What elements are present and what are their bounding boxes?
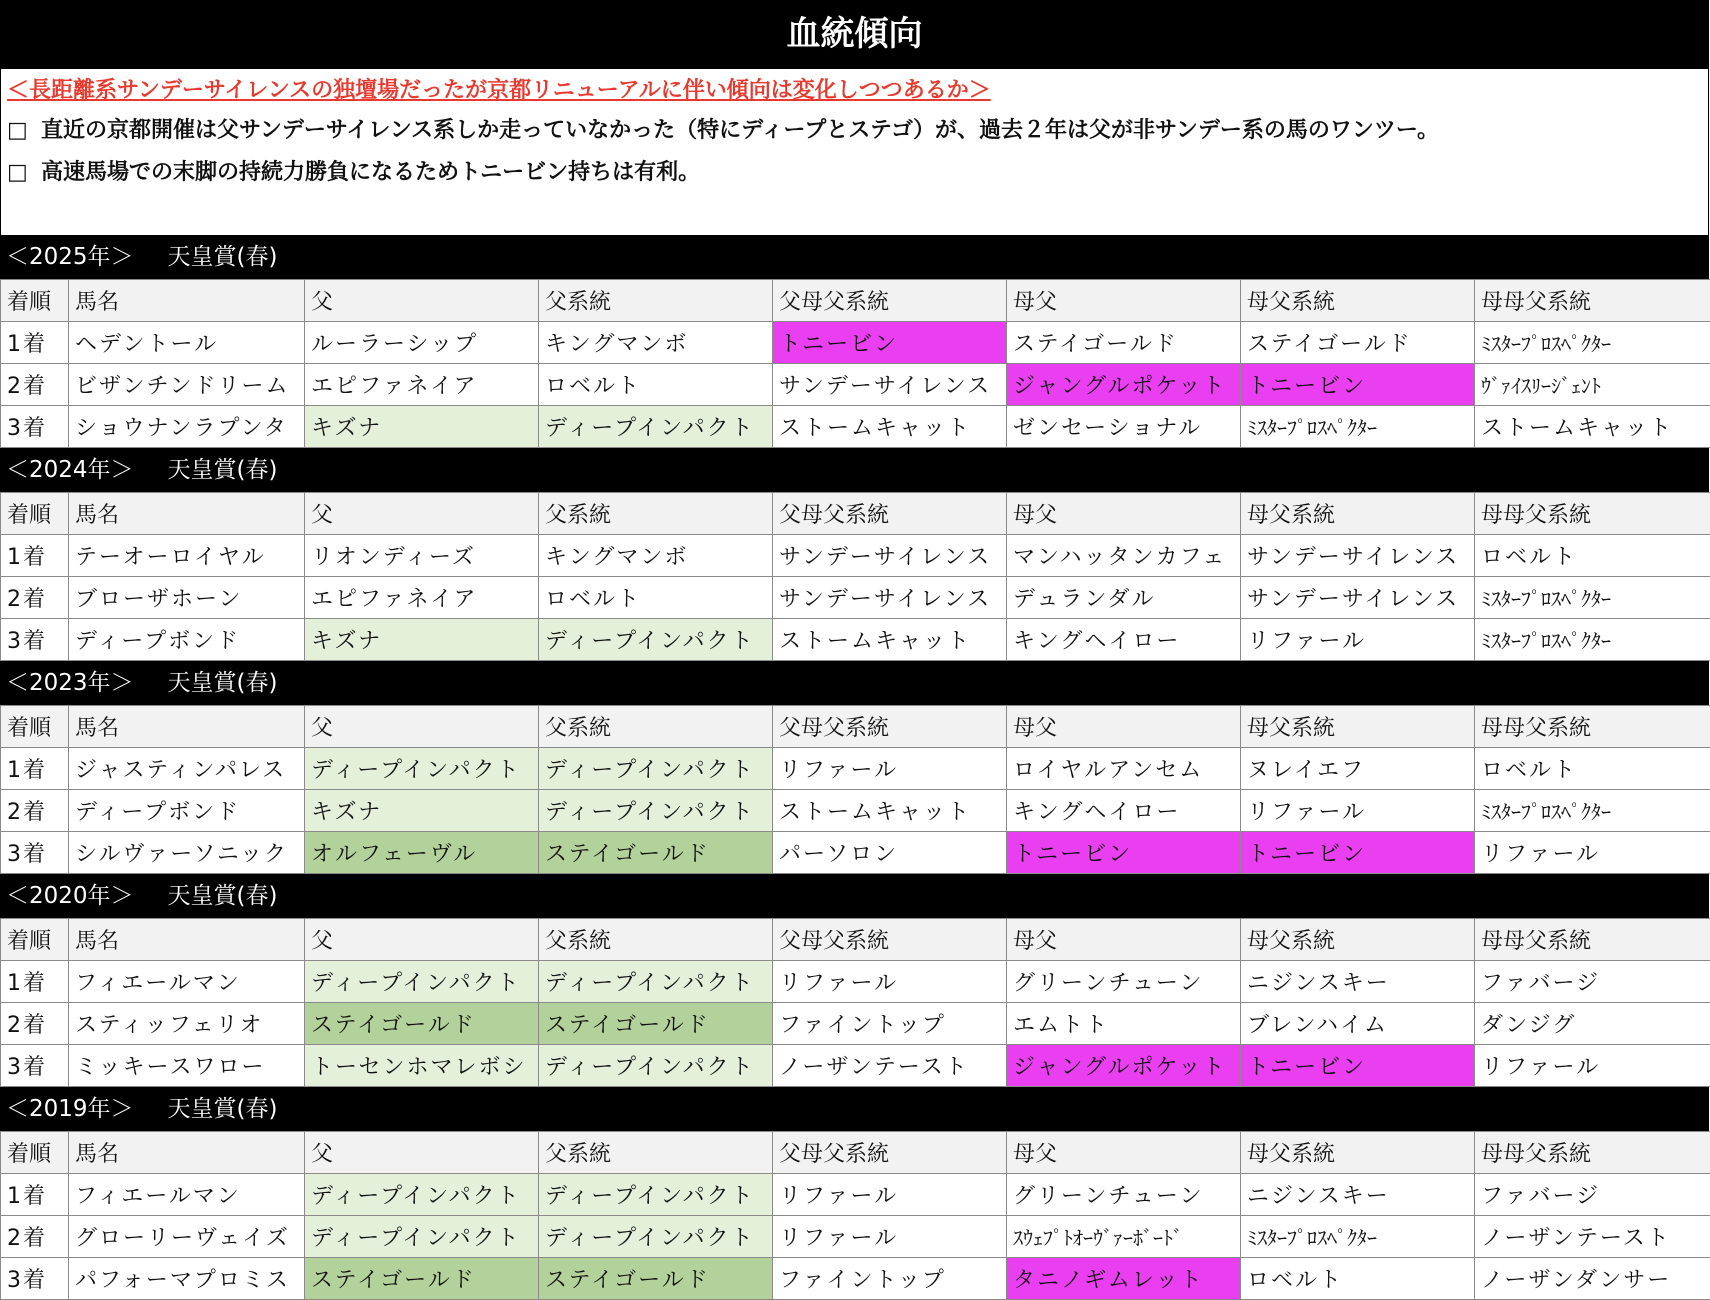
column-header: 馬名 (69, 493, 305, 535)
table-cell: ストームキャット (773, 619, 1007, 661)
table-cell: 2着 (1, 364, 69, 406)
column-header: 父母父系統 (773, 493, 1007, 535)
column-header: 母父 (1007, 493, 1241, 535)
section-header (0, 661, 1709, 705)
table-cell: ディープボンド (69, 790, 305, 832)
column-header: 父系統 (539, 919, 773, 961)
table-cell: エピファネイア (305, 577, 539, 619)
column-header: 馬名 (69, 280, 305, 322)
column-header: 母母父系統 (1475, 1132, 1710, 1174)
table-cell: ステイゴールド (305, 1258, 539, 1300)
table-cell: 3着 (1, 832, 69, 874)
table-cell: グローリーヴェイズ (69, 1216, 305, 1258)
column-header: 着順 (1, 1132, 69, 1174)
table-cell: フィエールマン (69, 961, 305, 1003)
table-cell: パフォーマプロミス (69, 1258, 305, 1300)
section-race: 天皇賞(春) (168, 244, 278, 270)
table-cell: 3着 (1, 406, 69, 448)
column-header: 母母父系統 (1475, 280, 1710, 322)
table-cell: ステイゴールド (539, 1258, 773, 1300)
table-cell: リファール (773, 748, 1007, 790)
note-line (7, 113, 1439, 144)
race-table (0, 705, 1710, 874)
table-cell: トニービン (1241, 1045, 1475, 1087)
table-cell: シルヴァーソニック (69, 832, 305, 874)
table-cell: キングヘイロー (1007, 790, 1241, 832)
table-cell: キングマンボ (539, 535, 773, 577)
column-header: 父系統 (539, 280, 773, 322)
table-cell: ステイゴールド (1007, 322, 1241, 364)
section-year: ＜2025年＞ (6, 244, 134, 270)
table-cell: キングマンボ (539, 322, 773, 364)
table-cell: ﾐｽﾀｰﾌﾟﾛｽﾍﾟｸﾀｰ (1475, 322, 1710, 364)
section-header (0, 874, 1709, 918)
table-cell: ゼンセーショナル (1007, 406, 1241, 448)
table-cell: ステイゴールド (1241, 322, 1475, 364)
table-cell: ロベルト (539, 577, 773, 619)
table-cell: ﾐｽﾀｰﾌﾟﾛｽﾍﾟｸﾀｰ (1241, 406, 1475, 448)
table-cell: ロベルト (1241, 1258, 1475, 1300)
table-cell: ステイゴールド (539, 832, 773, 874)
race-table (0, 492, 1710, 661)
table-row (1, 1003, 1710, 1045)
table-cell: 1着 (1, 535, 69, 577)
table-cell: 3着 (1, 1045, 69, 1087)
table-cell: ノーザンダンサー (1475, 1258, 1710, 1300)
column-header: 母父 (1007, 706, 1241, 748)
column-header: 母母父系統 (1475, 919, 1710, 961)
table-cell: ディープインパクト (539, 748, 773, 790)
table-cell: ｳﾞｧｲｽﾘｰｼﾞｪﾝﾄ (1475, 364, 1710, 406)
note-text: 直近の京都開催は父サンデーサイレンス系しか走っていなかった（特にディープとステゴ）が、過去２年は父が非サンデー系の馬のワンツー。 (41, 118, 1439, 143)
table-cell: ジャングルポケット (1007, 1045, 1241, 1087)
column-header: 母母父系統 (1475, 706, 1710, 748)
table-cell: ディープインパクト (305, 748, 539, 790)
column-header: 着順 (1, 706, 69, 748)
column-header: 父母父系統 (773, 1132, 1007, 1174)
table-cell: ステイゴールド (539, 1003, 773, 1045)
section-race: 天皇賞(春) (168, 883, 278, 909)
table-cell: ニジンスキー (1241, 1174, 1475, 1216)
table-cell: グリーンチューン (1007, 961, 1241, 1003)
table-cell: ディープインパクト (539, 1045, 773, 1087)
column-header: 母父 (1007, 919, 1241, 961)
checkbox-glyph: □ (7, 118, 41, 143)
column-header: 父 (305, 280, 539, 322)
table-cell: サンデーサイレンス (773, 577, 1007, 619)
column-header: 父系統 (539, 493, 773, 535)
table-cell: ノーザンテースト (1475, 1216, 1710, 1258)
table-header-row (1, 1132, 1710, 1174)
table-cell: ﾐｽﾀｰﾌﾟﾛｽﾍﾟｸﾀｰ (1241, 1216, 1475, 1258)
table-cell: トニービン (1241, 364, 1475, 406)
table-cell: ディープインパクト (539, 1216, 773, 1258)
table-cell: 1着 (1, 1174, 69, 1216)
table-cell: トニービン (1007, 832, 1241, 874)
notes-area (0, 69, 1709, 235)
table-cell: キズナ (305, 406, 539, 448)
race-table (0, 1131, 1710, 1300)
column-header: 母父系統 (1241, 1132, 1475, 1174)
subtitle: ＜長距離系サンデーサイレンスの独壇場だったが京都リニューアルに伴い傾向は変化しつつあるか＞ (7, 73, 991, 104)
note-text: 高速馬場での末脚の持続力勝負になるためトニービン持ちは有利。 (41, 160, 700, 185)
race-table (0, 918, 1710, 1087)
table-header-row (1, 493, 1710, 535)
table-cell: ブローザホーン (69, 577, 305, 619)
column-header: 父 (305, 919, 539, 961)
race-sections (0, 235, 1709, 1300)
table-cell: ファイントップ (773, 1258, 1007, 1300)
table-cell: ミッキースワロー (69, 1045, 305, 1087)
table-cell: キズナ (305, 619, 539, 661)
table-cell: ディープインパクト (539, 619, 773, 661)
table-cell: リファール (1475, 1045, 1710, 1087)
section-header (0, 1087, 1709, 1131)
table-cell: ﾐｽﾀｰﾌﾟﾛｽﾍﾟｸﾀｰ (1475, 790, 1710, 832)
table-cell: ダンジグ (1475, 1003, 1710, 1045)
table-header-row (1, 706, 1710, 748)
table-cell: ロベルト (1475, 535, 1710, 577)
table-cell: 1着 (1, 748, 69, 790)
table-cell: フィエールマン (69, 1174, 305, 1216)
section-header (0, 448, 1709, 492)
column-header: 母母父系統 (1475, 493, 1710, 535)
section-year: ＜2019年＞ (6, 1096, 134, 1122)
column-header: 父 (305, 706, 539, 748)
column-header: 父系統 (539, 706, 773, 748)
section-year: ＜2020年＞ (6, 883, 134, 909)
table-cell: ブレンハイム (1241, 1003, 1475, 1045)
table-cell: リファール (1475, 832, 1710, 874)
table-row (1, 1258, 1710, 1300)
table-row (1, 1045, 1710, 1087)
table-cell: オルフェーヴル (305, 832, 539, 874)
table-cell: パーソロン (773, 832, 1007, 874)
section-year: ＜2023年＞ (6, 670, 134, 696)
table-cell: リファール (773, 961, 1007, 1003)
table-row (1, 535, 1710, 577)
table-row (1, 832, 1710, 874)
table-cell: スティッフェリオ (69, 1003, 305, 1045)
table-cell: ディープインパクト (539, 1174, 773, 1216)
table-cell: 1着 (1, 961, 69, 1003)
table-cell: ロベルト (1475, 748, 1710, 790)
table-cell: ファバージ (1475, 1174, 1710, 1216)
table-cell: ヘデントール (69, 322, 305, 364)
table-cell: 2着 (1, 790, 69, 832)
section-race: 天皇賞(春) (168, 670, 278, 696)
table-cell: ディープインパクト (305, 1216, 539, 1258)
table-cell: ニジンスキー (1241, 961, 1475, 1003)
table-header-row (1, 919, 1710, 961)
table-cell: リファール (773, 1174, 1007, 1216)
table-cell: ｽｳｪﾌﾟﾄｵｰｳﾞｧｰﾎﾞｰﾄﾞ (1007, 1216, 1241, 1258)
table-cell: ストームキャット (773, 406, 1007, 448)
table-cell: 3着 (1, 619, 69, 661)
section-year: ＜2024年＞ (6, 457, 134, 483)
section-race: 天皇賞(春) (168, 1096, 278, 1122)
table-cell: リファール (1241, 619, 1475, 661)
table-cell: エピファネイア (305, 364, 539, 406)
table-header-row (1, 280, 1710, 322)
table-cell: 2着 (1, 577, 69, 619)
table-cell: リファール (1241, 790, 1475, 832)
table-cell: マンハッタンカフェ (1007, 535, 1241, 577)
note-line (7, 155, 700, 186)
table-cell: 3着 (1, 1258, 69, 1300)
table-cell: サンデーサイレンス (1241, 535, 1475, 577)
table-row (1, 748, 1710, 790)
race-table (0, 279, 1710, 448)
table-row (1, 790, 1710, 832)
column-header: 母父系統 (1241, 493, 1475, 535)
sheet-title: 血統傾向 (0, 0, 1709, 69)
column-header: 母父 (1007, 1132, 1241, 1174)
column-header: 母父系統 (1241, 919, 1475, 961)
table-cell: エムトト (1007, 1003, 1241, 1045)
table-cell: テーオーロイヤル (69, 535, 305, 577)
table-cell: ショウナンラプンタ (69, 406, 305, 448)
column-header: 馬名 (69, 919, 305, 961)
table-row (1, 364, 1710, 406)
column-header: 父母父系統 (773, 919, 1007, 961)
column-header: 父 (305, 493, 539, 535)
table-cell: サンデーサイレンス (1241, 577, 1475, 619)
column-header: 母父系統 (1241, 706, 1475, 748)
table-cell: ジャングルポケット (1007, 364, 1241, 406)
table-row (1, 1216, 1710, 1258)
table-cell: ノーザンテースト (773, 1045, 1007, 1087)
table-row (1, 406, 1710, 448)
section-race: 天皇賞(春) (168, 457, 278, 483)
table-cell: ストームキャット (1475, 406, 1710, 448)
table-cell: ファバージ (1475, 961, 1710, 1003)
table-cell: ステイゴールド (305, 1003, 539, 1045)
table-cell: ﾐｽﾀｰﾌﾟﾛｽﾍﾟｸﾀｰ (1475, 619, 1710, 661)
table-cell: キングヘイロー (1007, 619, 1241, 661)
table-row (1, 619, 1710, 661)
column-header: 父 (305, 1132, 539, 1174)
table-cell: ロベルト (539, 364, 773, 406)
table-cell: ファイントップ (773, 1003, 1007, 1045)
column-header: 馬名 (69, 706, 305, 748)
table-cell: ロイヤルアンセム (1007, 748, 1241, 790)
table-cell: グリーンチューン (1007, 1174, 1241, 1216)
table-cell: ディープインパクト (539, 406, 773, 448)
table-row (1, 1174, 1710, 1216)
section-header (0, 235, 1709, 279)
column-header: 着順 (1, 280, 69, 322)
table-cell: サンデーサイレンス (773, 535, 1007, 577)
column-header: 父系統 (539, 1132, 773, 1174)
checkbox-glyph: □ (7, 160, 41, 185)
table-cell: リオンディーズ (305, 535, 539, 577)
column-header: 父母父系統 (773, 706, 1007, 748)
table-cell: ビザンチンドリーム (69, 364, 305, 406)
table-cell: タニノギムレット (1007, 1258, 1241, 1300)
table-cell: トニービン (773, 322, 1007, 364)
table-cell: リファール (773, 1216, 1007, 1258)
table-cell: サンデーサイレンス (773, 364, 1007, 406)
table-row (1, 322, 1710, 364)
table-row (1, 961, 1710, 1003)
column-header: 父母父系統 (773, 280, 1007, 322)
table-cell: トニービン (1241, 832, 1475, 874)
table-cell: 2着 (1, 1003, 69, 1045)
column-header: 着順 (1, 493, 69, 535)
column-header: 母父 (1007, 280, 1241, 322)
table-cell: ジャスティンパレス (69, 748, 305, 790)
table-cell: ルーラーシップ (305, 322, 539, 364)
table-cell: ヌレイエフ (1241, 748, 1475, 790)
table-cell: ディープインパクト (305, 1174, 539, 1216)
table-cell: ディープインパクト (539, 790, 773, 832)
table-cell: トーセンホマレボシ (305, 1045, 539, 1087)
column-header: 母父系統 (1241, 280, 1475, 322)
table-cell: ストームキャット (773, 790, 1007, 832)
column-header: 着順 (1, 919, 69, 961)
table-cell: ディープインパクト (539, 961, 773, 1003)
table-cell: ディープボンド (69, 619, 305, 661)
table-cell: 1着 (1, 322, 69, 364)
table-cell: 2着 (1, 1216, 69, 1258)
table-row (1, 577, 1710, 619)
table-cell: デュランダル (1007, 577, 1241, 619)
table-cell: ﾐｽﾀｰﾌﾟﾛｽﾍﾟｸﾀｰ (1475, 577, 1710, 619)
table-cell: ディープインパクト (305, 961, 539, 1003)
table-cell: キズナ (305, 790, 539, 832)
column-header: 馬名 (69, 1132, 305, 1174)
